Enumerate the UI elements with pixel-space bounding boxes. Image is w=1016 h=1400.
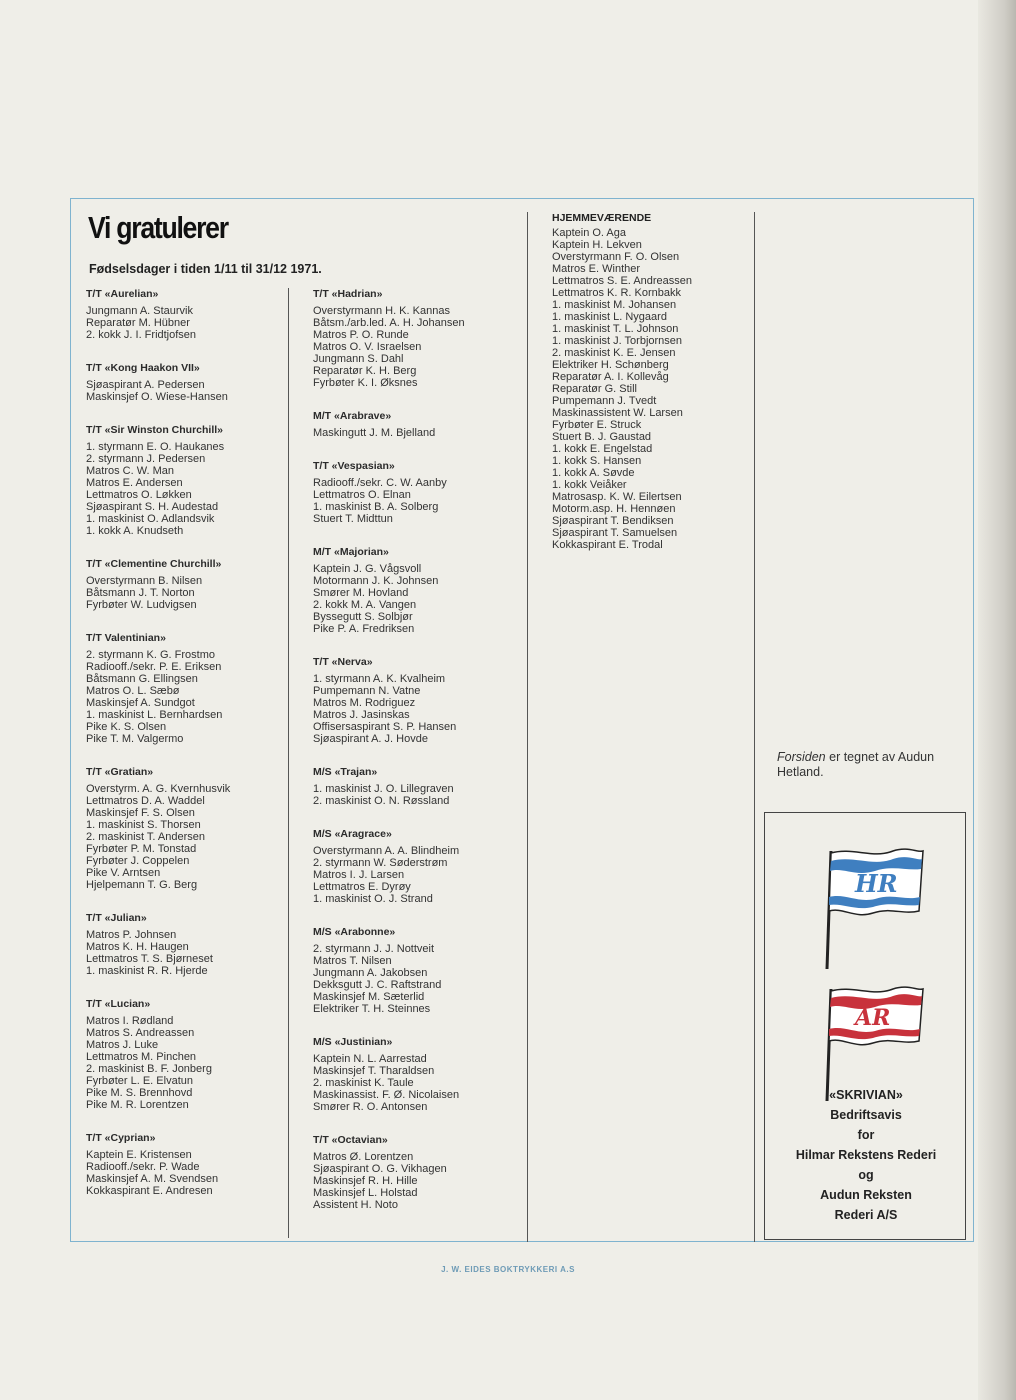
ship-section: [313, 1134, 523, 1211]
ship-section: [86, 912, 286, 977]
crew-member: Fyrbøter J. Coppelen: [86, 855, 190, 867]
crew-member: Matrosasp. K. W. Eilertsen: [552, 491, 682, 503]
ship-name: M/S «Justinian»: [313, 1036, 393, 1048]
crew-member: Hjelpemann T. G. Berg: [86, 879, 198, 891]
crew-member: 1. styrmann E. O. Haukanes: [86, 441, 225, 453]
crew-member: Maskinsjef A. M. Svendsen: [86, 1173, 219, 1185]
crew-member: Overstyrm. A. G. Kvernhusvik: [86, 783, 231, 795]
crew-member: Radiooff./sekr. C. W. Aanby: [313, 477, 447, 489]
home-heading: HJEMMEVÆRENDE: [552, 212, 652, 224]
hr-flag-logo: [823, 841, 933, 971]
crew-member: Matros K. H. Haugen: [86, 941, 189, 953]
crew-member: Kokkaspirant E. Trodal: [552, 539, 663, 551]
crew-member: Lettmatros O. Elnan: [313, 489, 411, 501]
ship-section: [86, 558, 286, 611]
crew-member: Fyrbøter K. I. Øksnes: [313, 377, 418, 389]
crew-member: Matros Ø. Lorentzen: [313, 1151, 414, 1163]
crew-member: Elektriker T. H. Steinnes: [313, 1003, 431, 1015]
publisher-line: «SKRIVIAN»: [829, 1088, 903, 1102]
publisher-line: Audun Reksten: [820, 1188, 912, 1202]
ship-section: [313, 656, 523, 745]
home-column: [552, 212, 752, 551]
crew-member: 2. maskinist B. F. Jonberg: [86, 1063, 212, 1075]
page-edge-shadow: [978, 0, 1016, 1400]
birthday-column-2: [313, 288, 523, 1232]
ship-section: [313, 926, 523, 1015]
crew-member: Kaptein H. Lekven: [552, 239, 642, 251]
crew-member: 1. kokk A. Søvde: [552, 467, 635, 479]
crew-member: Elektriker H. Schønberg: [552, 359, 669, 371]
ship-name: M/S «Arabonne»: [313, 926, 396, 938]
crew-member: 1. maskinist S. Thorsen: [86, 819, 201, 831]
crew-member: Fyrbøter L. E. Elvatun: [86, 1075, 193, 1087]
crew-member: Reparatør K. H. Berg: [313, 365, 417, 377]
crew-member: Matros O. L. Sæbø: [86, 685, 180, 697]
ship-section: [86, 288, 286, 341]
crew-member: 1. maskinist J. O. Lillegraven: [313, 783, 454, 795]
ship-section: [313, 546, 523, 635]
crew-member: Radiooff./sekr. P. E. Eriksen: [86, 661, 222, 673]
crew-member: 1. maskinist O. Adlandsvik: [86, 513, 215, 525]
crew-member: Pike M. R. Lorentzen: [86, 1099, 189, 1111]
ship-section: [313, 288, 523, 389]
crew-member: Pike V. Arntsen: [86, 867, 161, 879]
credit-text: er tegnet av Audun Hetland.: [777, 750, 935, 779]
ship-name: T/T «Sir Winston Churchill»: [86, 424, 223, 436]
crew-member: 1. maskinist T. L. Johnson: [552, 323, 679, 335]
crew-member: Maskinsjef M. Sæterlid: [313, 991, 425, 1003]
flag-ar-text: AR: [855, 1005, 891, 1031]
crew-member: Kaptein J. G. Vågsvoll: [313, 563, 422, 575]
crew-member: Pike M. S. Brennhovd: [86, 1087, 193, 1099]
crew-member: Båtsmann J. T. Norton: [86, 587, 195, 599]
crew-member: Kaptein N. L. Aarrestad: [313, 1053, 427, 1065]
crew-member: Lettmatros E. Dyrøy: [313, 881, 411, 893]
crew-member: 1. maskinist B. A. Solberg: [313, 501, 439, 513]
crew-member: Matros I. J. Larsen: [313, 869, 405, 881]
crew-member: Offisersaspirant S. P. Hansen: [313, 721, 457, 733]
crew-member: Jungmann A. Staurvik: [86, 305, 194, 317]
crew-member: Jungmann S. Dahl: [313, 353, 404, 365]
crew-member: 1. maskinist O. J. Strand: [313, 893, 433, 905]
crew-member: Matros I. Rødland: [86, 1015, 174, 1027]
flag-hr-text: HR: [855, 869, 898, 898]
ship-name: M/T «Arabrave»: [313, 410, 392, 422]
crew-member: 2. maskinist K. E. Jensen: [552, 347, 676, 359]
page-title: Vi gratulerer: [88, 210, 228, 245]
crew-member: Radiooff./sekr. P. Wade: [86, 1161, 200, 1173]
crew-member: Pike T. M. Valgermo: [86, 733, 184, 745]
printer-imprint: J. W. EIDES BOKTRYKKERI A.S: [441, 1265, 575, 1274]
ship-name: T/T «Octavian»: [313, 1134, 388, 1146]
crew-member: Matros E. Andersen: [86, 477, 183, 489]
crew-member: 1. maskinist R. R. Hjerde: [86, 965, 208, 977]
crew-member: 1. maskinist M. Johansen: [552, 299, 677, 311]
column-divider: [527, 212, 528, 1242]
crew-member: 2. maskinist K. Taule: [313, 1077, 414, 1089]
cover-credit: [777, 750, 967, 780]
crew-member: Motorm.asp. H. Hennøen: [552, 503, 676, 515]
crew-member: Maskinassist. F. Ø. Nicolaisen: [313, 1089, 460, 1101]
crew-member: Pumpemann N. Vatne: [313, 685, 421, 697]
ship-section: [86, 766, 286, 891]
column-divider: [754, 212, 755, 1242]
ship-name: T/T «Kong Haakon VII»: [86, 362, 200, 374]
crew-member: Matros E. Winther: [552, 263, 641, 275]
publisher-text: [765, 1085, 967, 1225]
crew-member: Reparatør M. Hübner: [86, 317, 190, 329]
crew-member: Lettmatros S. E. Andreassen: [552, 275, 693, 287]
ship-section: [86, 632, 286, 745]
crew-member: Sjøaspirant T. Bendiksen: [552, 515, 674, 527]
column-divider: [288, 288, 289, 1238]
ship-name: T/T «Nerva»: [313, 656, 373, 668]
crew-member: Matros P. O. Runde: [313, 329, 409, 341]
crew-member: Sjøaspirant S. H. Audestad: [86, 501, 219, 513]
publisher-line: for: [857, 1128, 875, 1142]
crew-member: Matros P. Johnsen: [86, 929, 177, 941]
crew-member: Matros T. Nilsen: [313, 955, 392, 967]
crew-member: Sjøaspirant O. G. Vikhagen: [313, 1163, 447, 1175]
ship-section: [86, 1132, 286, 1197]
crew-member: 2. styrmann K. G. Frostmo: [86, 649, 215, 661]
crew-member: Sjøaspirant A. J. Hovde: [313, 733, 428, 745]
crew-member: Kaptein E. Kristensen: [86, 1149, 192, 1161]
crew-member: Fyrbøter W. Ludvigsen: [86, 599, 197, 611]
crew-member: Byssegutt S. Solbjør: [313, 611, 413, 623]
publisher-line: Rederi A/S: [834, 1208, 898, 1222]
crew-member: Kaptein O. Aga: [552, 227, 626, 239]
crew-member: 1. kokk S. Hansen: [552, 455, 642, 467]
crew-member: Motormann J. K. Johnsen: [313, 575, 439, 587]
crew-member: Fyrbøter E. Struck: [552, 419, 642, 431]
publisher-line: og: [858, 1168, 874, 1182]
crew-member: Stuert B. J. Gaustad: [552, 431, 652, 443]
crew-member: Maskinsjef L. Holstad: [313, 1187, 418, 1199]
crew-member: Sjøaspirant T. Samuelsen: [552, 527, 678, 539]
crew-member: Fyrbøter P. M. Tonstad: [86, 843, 197, 855]
crew-member: Matros C. W. Man: [86, 465, 175, 477]
crew-member: 2. kokk J. I. Fridtjofsen: [86, 329, 197, 341]
crew-member: Matros S. Andreassen: [86, 1027, 195, 1039]
ship-section: [313, 766, 523, 807]
ship-name: M/S «Trajan»: [313, 766, 378, 778]
ship-name: T/T «Hadrian»: [313, 288, 383, 300]
ship-name: M/S «Aragrace»: [313, 828, 392, 840]
crew-member: 1. kokk A. Knudseth: [86, 525, 184, 537]
crew-member: Pumpemann J. Tvedt: [552, 395, 657, 407]
crew-member: Maskinsjef O. Wiese-Hansen: [86, 391, 228, 403]
ship-section: [313, 460, 523, 525]
ship-section: [313, 1036, 523, 1113]
crew-member: 2. kokk M. A. Vangen: [313, 599, 417, 611]
crew-member: Reparatør G. Still: [552, 383, 637, 395]
publisher-line: Hilmar Rekstens Rederi: [795, 1148, 937, 1162]
crew-member: Maskingutt J. M. Bjelland: [313, 427, 436, 439]
crew-member: Matros O. V. Israelsen: [313, 341, 422, 353]
crew-member: Pike P. A. Fredriksen: [313, 623, 415, 635]
crew-member: Maskinassistent W. Larsen: [552, 407, 683, 419]
ship-section: [86, 424, 286, 537]
crew-member: Dekksgutt J. C. Raftstrand: [313, 979, 442, 991]
crew-member: Pike K. S. Olsen: [86, 721, 167, 733]
crew-member: 2. maskinist T. Andersen: [86, 831, 206, 843]
credit-italic: Forsiden: [777, 750, 826, 764]
crew-member: Overstyrmann F. O. Olsen: [552, 251, 680, 263]
crew-member: Båtsm./arb.led. A. H. Johansen: [313, 317, 465, 329]
crew-member: 1. maskinist L. Nygaard: [552, 311, 667, 323]
crew-member: Lettmatros M. Pinchen: [86, 1051, 197, 1063]
ship-name: T/T Valentinian»: [86, 632, 166, 644]
crew-member: Smører M. Hovland: [313, 587, 409, 599]
crew-member: Sjøaspirant A. Pedersen: [86, 379, 205, 391]
crew-member: Stuert T. Midttun: [313, 513, 393, 525]
crew-member: 1. kokk Veiåker: [552, 479, 627, 491]
ship-section: [313, 410, 523, 439]
crew-member: Matros J. Jasinskas: [313, 709, 410, 721]
ship-name: T/T «Julian»: [86, 912, 147, 924]
crew-member: Overstyrmann A. A. Blindheim: [313, 845, 460, 857]
crew-member: 1. kokk E. Engelstad: [552, 443, 653, 455]
birthday-column-1: [86, 288, 286, 1218]
crew-member: Matros J. Luke: [86, 1039, 159, 1051]
crew-member: Maskinsjef A. Sundgot: [86, 697, 195, 709]
ship-section: [313, 828, 523, 905]
crew-member: Reparatør A. I. Kollevåg: [552, 371, 669, 383]
ship-name: T/T «Clementine Churchill»: [86, 558, 222, 570]
page-subtitle: Fødselsdager i tiden 1/11 til 31/12 1971.: [89, 262, 322, 276]
crew-member: Lettmatros O. Løkken: [86, 489, 192, 501]
crew-member: Overstyrmann H. K. Kannas: [313, 305, 450, 317]
crew-member: 2. styrmann J. J. Nottveit: [313, 943, 435, 955]
crew-member: Maskinsjef F. S. Olsen: [86, 807, 195, 819]
crew-member: 1. maskinist L. Bernhardsen: [86, 709, 223, 721]
ship-name: T/T «Gratian»: [86, 766, 154, 778]
crew-member: 2. maskinist O. N. Røssland: [313, 795, 450, 807]
ship-section: [86, 362, 286, 403]
crew-member: Maskinsjef T. Tharaldsen: [313, 1065, 435, 1077]
crew-member: Lettmatros T. S. Bjørneset: [86, 953, 213, 965]
crew-member: Kokkaspirant E. Andresen: [86, 1185, 213, 1197]
crew-member: Overstyrmann B. Nilsen: [86, 575, 203, 587]
crew-member: 1. maskinist J. Torbjornsen: [552, 335, 683, 347]
crew-member: Matros M. Rodriguez: [313, 697, 416, 709]
ship-name: M/T «Majorian»: [313, 546, 389, 558]
crew-member: Assistent H. Noto: [313, 1199, 398, 1211]
home-crew-list: [552, 227, 752, 551]
crew-member: 2. styrmann W. Søderstrøm: [313, 857, 448, 869]
publisher-line: Bedriftsavis: [830, 1108, 902, 1122]
ship-name: T/T «Cyprian»: [86, 1132, 156, 1144]
crew-member: Maskinsjef R. H. Hille: [313, 1175, 418, 1187]
ship-name: T/T «Aurelian»: [86, 288, 159, 300]
crew-member: 2. styrmann J. Pedersen: [86, 453, 206, 465]
crew-member: Jungmann A. Jakobsen: [313, 967, 428, 979]
crew-member: Smører R. O. Antonsen: [313, 1101, 428, 1113]
ship-section: [86, 998, 286, 1111]
crew-member: 1. styrmann A. K. Kvalheim: [313, 673, 446, 685]
crew-member: Lettmatros K. R. Kornbakk: [552, 287, 681, 299]
publisher-box: [764, 812, 966, 1240]
ship-name: T/T «Lucian»: [86, 998, 151, 1010]
crew-member: Lettmatros D. A. Waddel: [86, 795, 205, 807]
ship-name: T/T «Vespasian»: [313, 460, 395, 472]
crew-member: Båtsmann G. Ellingsen: [86, 673, 198, 685]
